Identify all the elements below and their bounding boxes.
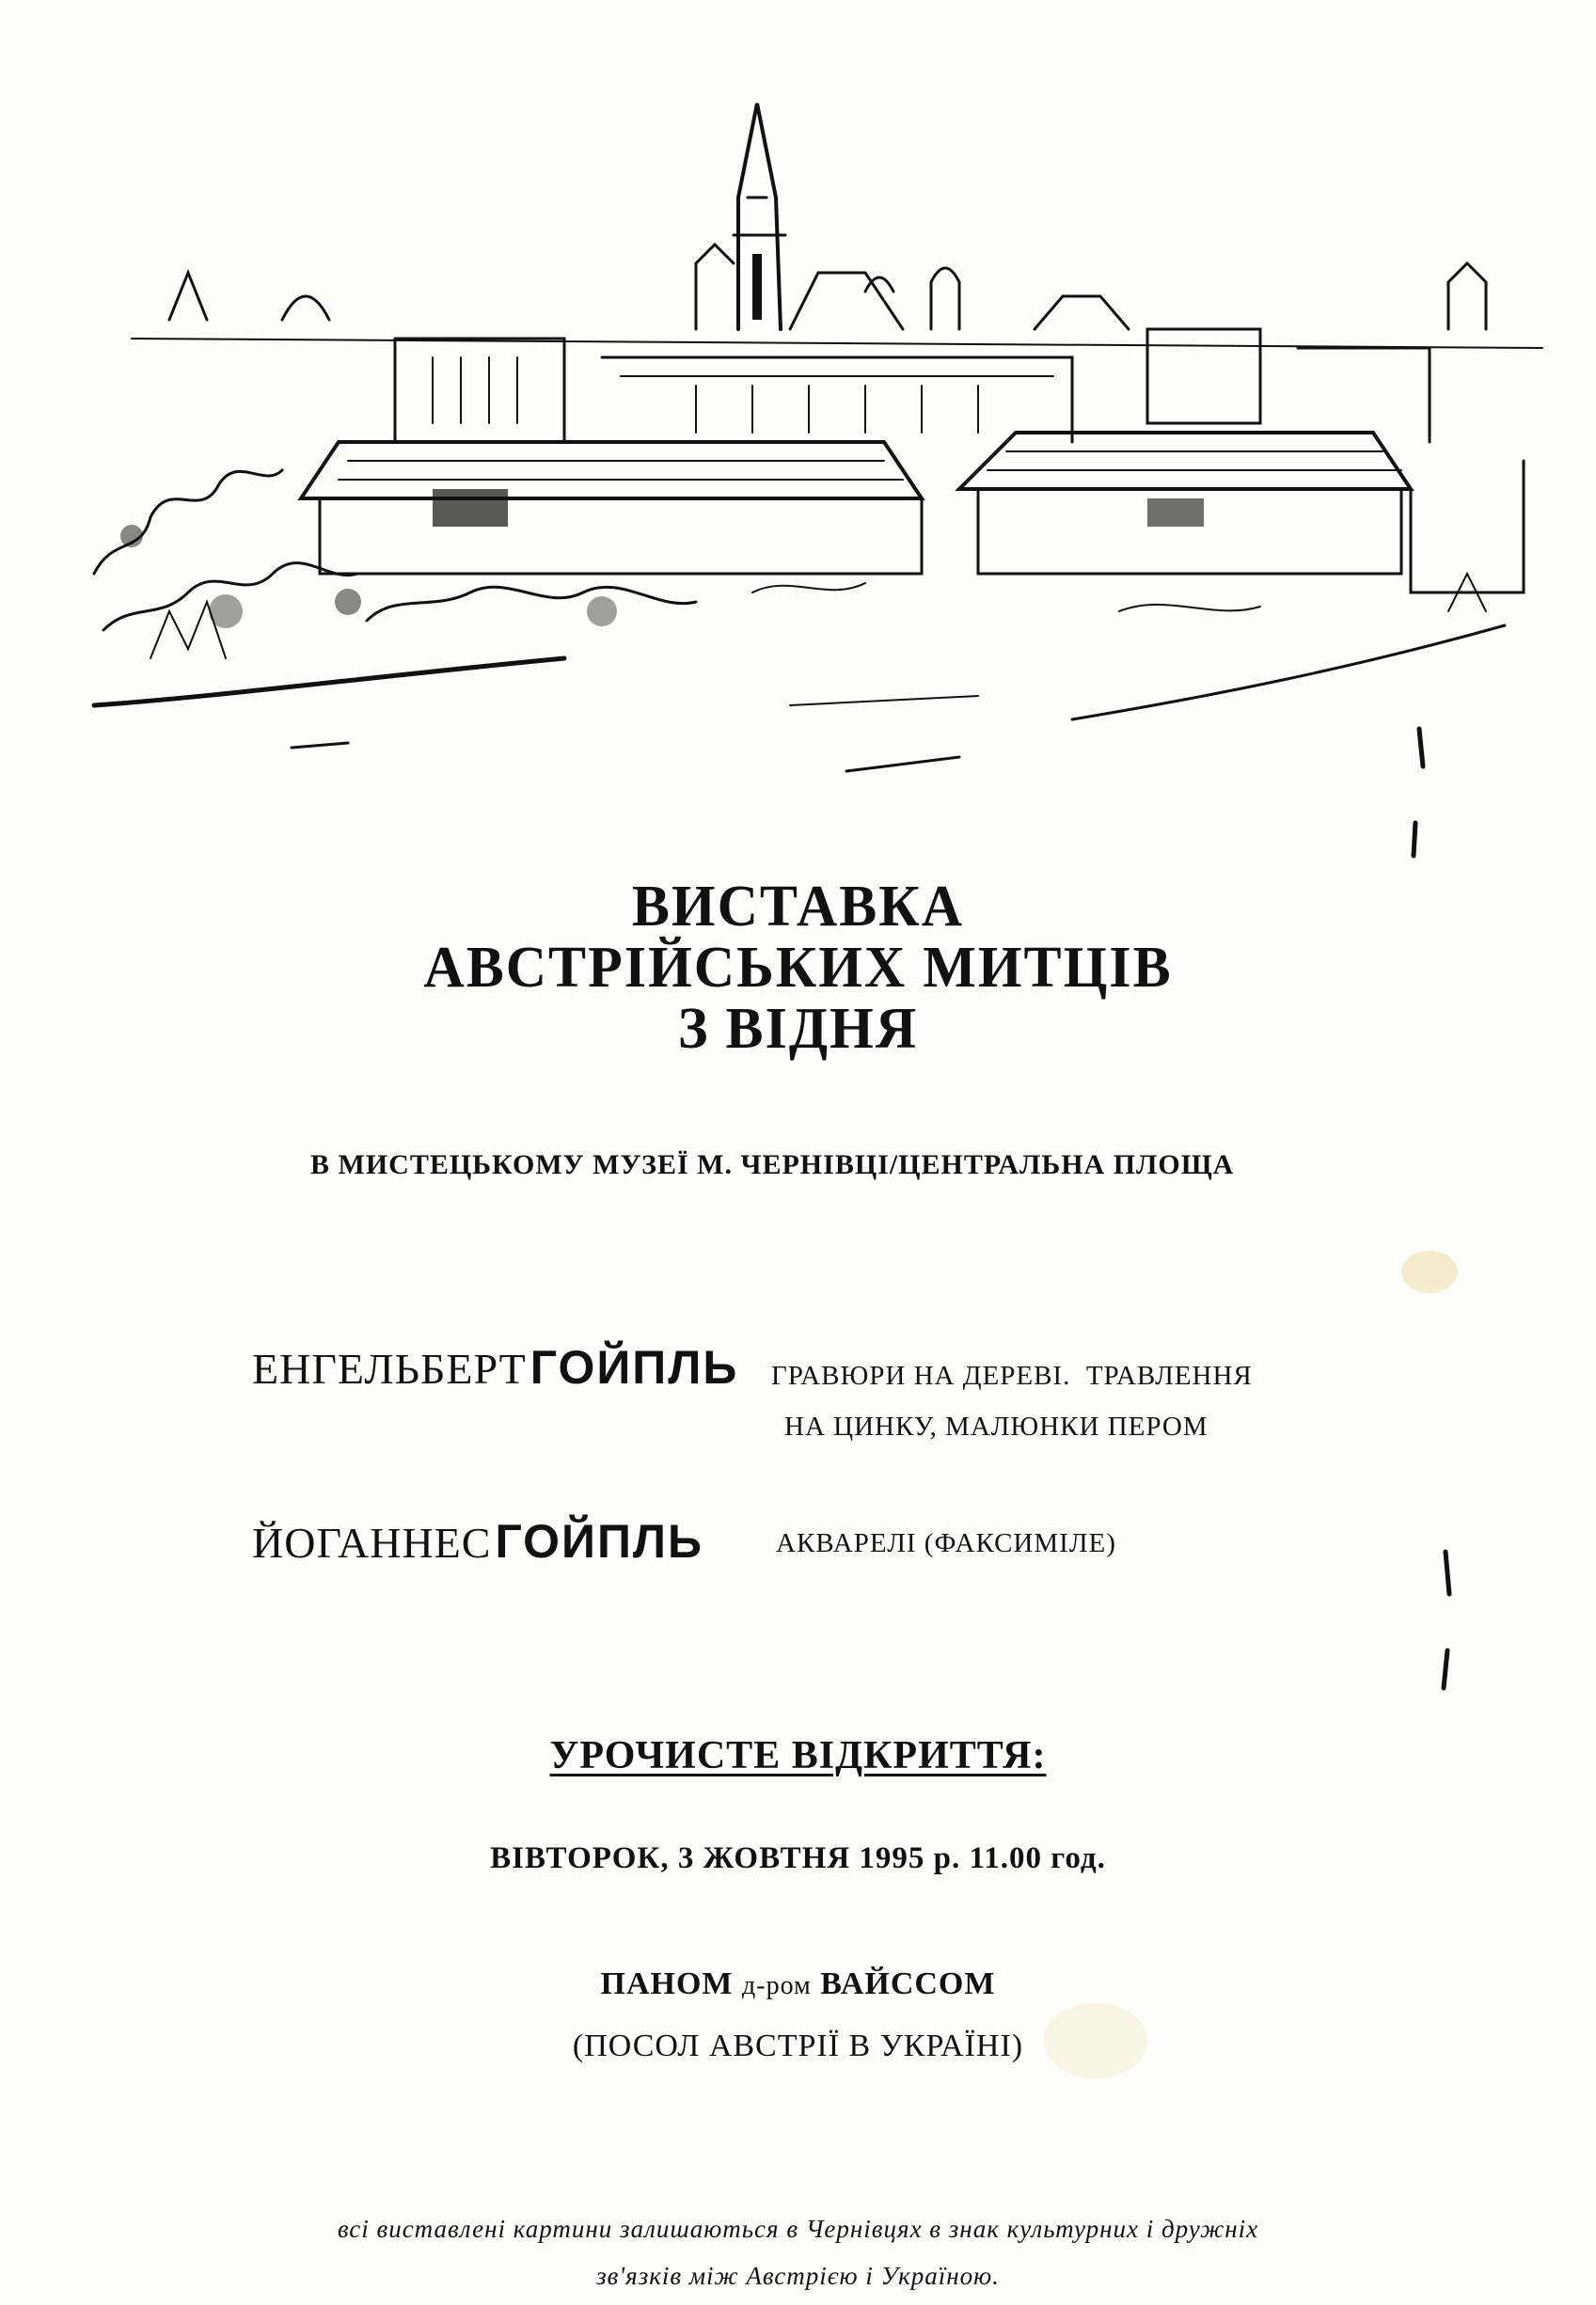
title-line-2: АВСТРІЙСЬКИХ МИТЦІВ [423,934,1173,1000]
opening-heading [0,1733,1596,1778]
staple-icon [1434,1542,1462,1702]
artist-1 [252,1340,738,1395]
artist-2-first-name: ЙОГАННЕС [252,1519,492,1567]
footer-line-1: всі виставлені картини залишаються в Чернівцях в знак культурних і дружніх [337,2215,1259,2243]
staple-icon [1406,724,1434,865]
venue-line: В МИСТЕЦЬКОМУ МУЗЕЇ М. ЧЕРНІВЦІ/ЦЕНТРАЛЬНА ПЛОЩА [310,1149,1235,1180]
opening-host [0,1954,1596,2076]
paper-stain [1401,1251,1458,1293]
artist-2 [252,1514,703,1569]
footer-line-2: зв'язків між Австрією і Україною. [596,2262,1000,2290]
host-line [0,1954,1596,2016]
artist-2-works: АКВАРЕЛІ (ФАКСИМІЛЕ) [776,1528,1116,1558]
host-role: (ПОСОЛ АВСТРІЇ В УКРАЇНІ) [572,2029,1024,2063]
artist-1-works-line-1: ГРАВЮРИ НА ДЕРЕВІ. ТРАВЛЕННЯ [771,1361,1253,1391]
footer-note [0,2205,1596,2299]
host-title: д-ром [742,1971,812,2000]
artist-1-surname: ГОЙПЛЬ [529,1341,739,1394]
title-line-3: З ВІДНЯ [677,995,919,1061]
artist-1-works-line-2: НА ЦИНКУ, МАЛЮНКИ ПЕРОМ [784,1412,1209,1442]
artist-2-surname: ГОЙПЛЬ [495,1515,703,1568]
city-skyline-sketch-icon [38,47,1580,790]
artist-1-first-name: ЕНГЕЛЬБЕРТ [252,1345,527,1393]
host-prefix: ПАНОМ [600,1966,734,2001]
exhibition-title [0,873,1596,1061]
opening-datetime: ВІВТОРОК, 3 ЖОВТНЯ 1995 р. 11.00 год. [490,1841,1106,1875]
title-line-1: ВИСТАВКА [631,873,965,939]
artist-1-works [771,1350,1253,1452]
host-name: ВАЙССОМ [820,1966,996,2001]
opening-heading-text: УРОЧИСТЕ ВІДКРИТТЯ: [549,1734,1047,1777]
